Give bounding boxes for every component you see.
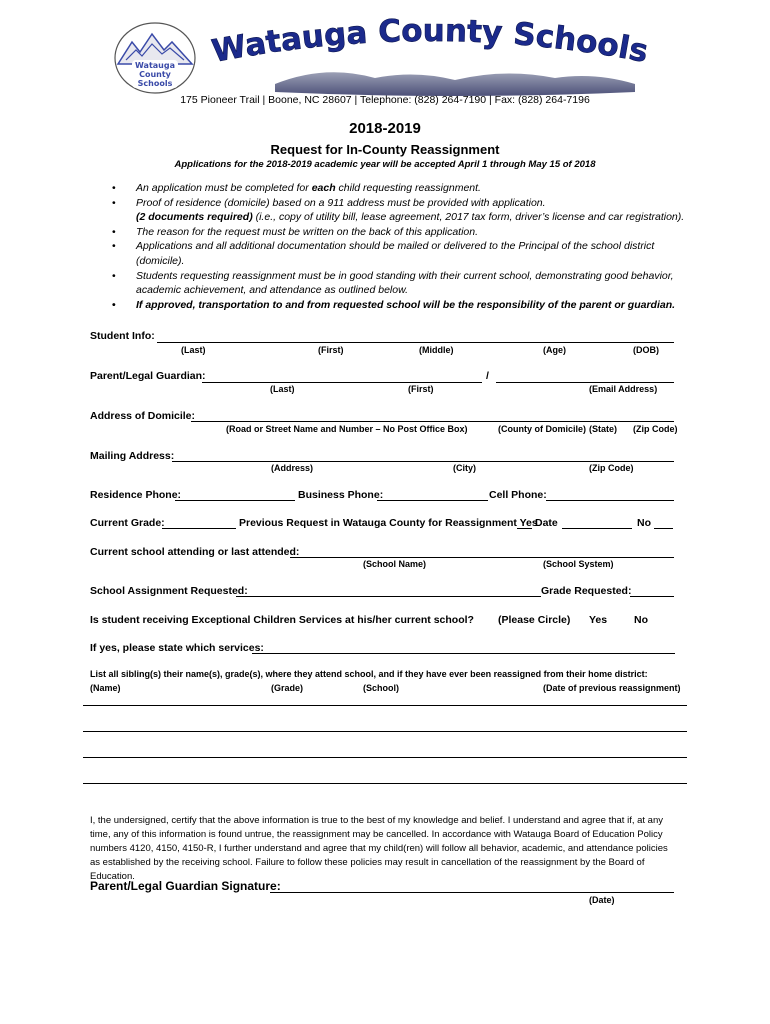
bullet-item: • An application must be completed for each child requesting reassignment. bbox=[108, 181, 688, 196]
guardian-last-caption: (Last) bbox=[270, 384, 295, 394]
bullet-item-transport: • If approved, transportation to and from requested school will be the responsibility of the parent or guardian. bbox=[108, 298, 688, 313]
cell-phone-label: Cell Phone: bbox=[489, 489, 547, 501]
student-middle-caption: (Middle) bbox=[419, 345, 454, 355]
mailing-city-caption: (City) bbox=[453, 463, 476, 473]
mailing-field[interactable] bbox=[172, 461, 674, 462]
previous-request-no-field[interactable] bbox=[654, 528, 673, 529]
ecs-no-option[interactable]: No bbox=[634, 614, 648, 626]
requirements-list bbox=[108, 181, 688, 312]
bullet-item: • The reason for the request must be written on the back of this application. bbox=[108, 225, 688, 240]
siblings-date-col: (Date of previous reassignment) bbox=[543, 683, 681, 693]
services-label: If yes, please state which services: bbox=[90, 642, 264, 654]
logo-line-3: Schools bbox=[137, 79, 173, 88]
signature-date-caption: (Date) bbox=[589, 895, 615, 905]
residence-phone-label: Residence Phone: bbox=[90, 489, 182, 501]
siblings-grade-col: (Grade) bbox=[271, 683, 304, 693]
assignment-field[interactable] bbox=[236, 596, 541, 597]
bullet-item: • Applications and all additional documentation should be mailed or delivered to the Principal of the school district bbox=[108, 239, 688, 254]
current-grade-field[interactable] bbox=[162, 528, 236, 529]
application-window-note: Applications for the 2018-2019 academic year will be accepted April 1 through May 15 of 2018 bbox=[174, 159, 596, 170]
siblings-instruction: List all sibling(s) their name(s), grade(s), where they attend school, and if they have ever been reassigned from their home district: bbox=[90, 669, 648, 679]
bullet-continuation: academic achievement, and attendance as outlined below. bbox=[136, 284, 409, 297]
domicile-county-caption: (County of Domicile) bbox=[498, 424, 586, 434]
logo-line-2: County bbox=[139, 70, 171, 79]
current-school-label: Current school attending or last attended: bbox=[90, 546, 300, 558]
previous-request-yes-field[interactable] bbox=[517, 528, 532, 529]
certification-text: I, the undersigned, certify that the above information is true to the best of my knowledge and belief. I understand and agree that if, at any time, any of this information is found untrue, the reassignment may be cancelled. In accordance with Watauga Board of Education Policy numbers 4120, 4150, 4150-R, I further understand and agree that my child(ren) will follow all behavior, academic, and attendance policies as established by the receiving school. Failure to follow these policies may result in cancellation of the reassignment by the Board of Education. bbox=[90, 815, 668, 882]
student-dob-caption: (DOB) bbox=[633, 345, 659, 355]
residence-phone-field[interactable] bbox=[175, 500, 295, 501]
business-phone-label: Business Phone: bbox=[298, 489, 384, 501]
domicile-zip-caption: (Zip Code) bbox=[633, 424, 678, 434]
ecs-yes-option[interactable]: Yes bbox=[589, 614, 608, 626]
mailing-label: Mailing Address: bbox=[90, 450, 175, 462]
siblings-school-col: (School) bbox=[363, 683, 399, 693]
banner-title bbox=[205, 14, 655, 104]
form-title: Request for In-County Reassignment bbox=[270, 142, 500, 157]
current-school-field[interactable] bbox=[290, 557, 674, 558]
assignment-label: School Assignment Requested: bbox=[90, 585, 248, 597]
grade-requested-label: Grade Requested: bbox=[541, 585, 632, 597]
previous-date-label: Date bbox=[535, 517, 558, 529]
signature-field[interactable] bbox=[270, 892, 674, 893]
domicile-field[interactable] bbox=[191, 421, 674, 422]
mailing-address-caption: (Address) bbox=[271, 463, 314, 473]
banner-title-text: Watauga County Schools bbox=[209, 14, 651, 70]
previous-request-no-label: No bbox=[637, 517, 651, 529]
siblings-name-col: (Name) bbox=[90, 683, 121, 693]
current-school-name-caption: (School Name) bbox=[363, 559, 427, 569]
school-year: 2018-2019 bbox=[349, 120, 421, 137]
guardian-first-caption: (First) bbox=[408, 384, 434, 394]
previous-request-label: Previous Request in Watauga County for Reassignment Yes bbox=[239, 517, 538, 529]
ecs-question: Is student receiving Exceptional Children Services at his/her current school? bbox=[90, 614, 474, 626]
student-info-field[interactable] bbox=[157, 342, 674, 343]
domicile-label: Address of Domicile: bbox=[90, 410, 196, 422]
guardian-label: Parent/Legal Guardian: bbox=[90, 370, 206, 382]
student-last-caption: (Last) bbox=[181, 345, 206, 355]
sibling-entry-line[interactable] bbox=[83, 757, 687, 758]
guardian-slash: / bbox=[486, 370, 489, 382]
bullet-item: • Students requesting reassignment must be in good standing with their current school, demonstrating good behavior, bbox=[108, 269, 688, 284]
district-logo bbox=[112, 20, 198, 96]
domicile-street-caption: (Road or Street Name and Number – No Post Office Box) bbox=[226, 424, 468, 434]
guardian-email-field[interactable] bbox=[496, 382, 674, 383]
previous-date-field[interactable] bbox=[562, 528, 632, 529]
signature-label: Parent/Legal Guardian Signature: bbox=[90, 879, 281, 893]
current-grade-label: Current Grade: bbox=[90, 517, 165, 529]
domicile-state-caption: (State) bbox=[589, 424, 618, 434]
business-phone-field[interactable] bbox=[377, 500, 488, 501]
student-first-caption: (First) bbox=[318, 345, 344, 355]
logo-line-1: Watauga bbox=[135, 61, 175, 70]
ecs-circle-instruction: (Please Circle) bbox=[498, 614, 571, 626]
guardian-email-caption: (Email Address) bbox=[589, 384, 658, 394]
mailing-zip-caption: (Zip Code) bbox=[589, 463, 634, 473]
bullet-continuation: (domicile). bbox=[136, 254, 185, 267]
guardian-name-field[interactable] bbox=[202, 382, 482, 383]
bullet-item: • Proof of residence (domicile) based on a 911 address must be provided with application. bbox=[108, 196, 688, 211]
student-info-label: Student Info: bbox=[90, 330, 155, 342]
bullet-continuation: (2 documents required) (i.e., copy of utility bill, lease agreement, 2017 tax form, driver’s license and car registration). bbox=[136, 211, 685, 224]
address-line: 175 Pioneer Trail | Boone, NC 28607 | Telephone: (828) 264-7190 | Fax: (828) 264-7196 bbox=[180, 94, 590, 106]
student-age-caption: (Age) bbox=[543, 345, 566, 355]
grade-requested-field[interactable] bbox=[630, 596, 674, 597]
sibling-entry-line[interactable] bbox=[83, 731, 687, 732]
current-school-system-caption: (School System) bbox=[543, 559, 614, 569]
svg-text:Watauga County Schools bbox=[209, 14, 651, 70]
sibling-entry-line[interactable] bbox=[83, 705, 687, 706]
sibling-entry-line[interactable] bbox=[83, 783, 687, 784]
services-field[interactable] bbox=[252, 653, 675, 654]
cell-phone-field[interactable] bbox=[546, 500, 674, 501]
